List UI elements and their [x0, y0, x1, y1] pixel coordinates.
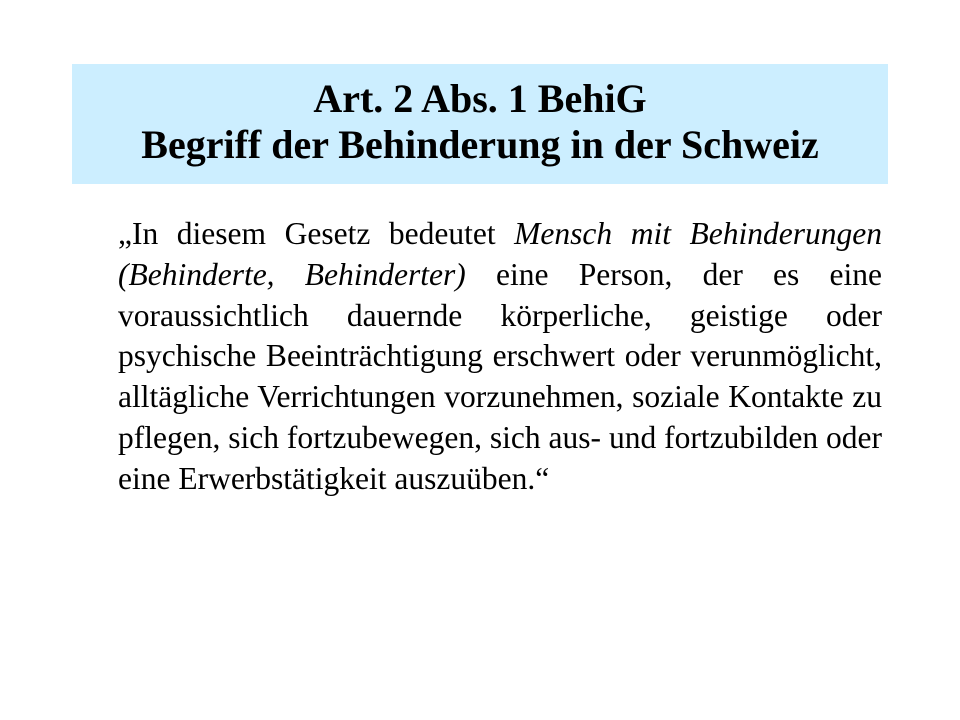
title-line-1: Art. 2 Abs. 1 BehiG — [313, 76, 647, 121]
opening-quote: „ — [118, 216, 132, 251]
legal-definition-text — [118, 214, 882, 500]
title-banner — [72, 64, 888, 184]
title-line-2: Begriff der Behinderung in der Schweiz — [141, 122, 819, 167]
definition-text-part-2: eine Person, der es eine voraussichtlich dauernde körperliche, geistige oder psychische Beeinträchtigung erschwert oder verunmöglicht, alltägliche Verrichtungen vorzunehmen, soziale Kontakte zu pflegen, sich fortzubewegen, sich aus- und fortzubilden oder eine Erwerbstätigkeit auszuüben. — [118, 256, 883, 496]
closing-quote: “ — [535, 460, 550, 496]
definition-text-part-1: In diesem Gesetz bedeutet — [131, 216, 515, 251]
definition-term-italic: Mensch mit Behinderungen (Behinderte, Behinderter) — [118, 216, 882, 292]
